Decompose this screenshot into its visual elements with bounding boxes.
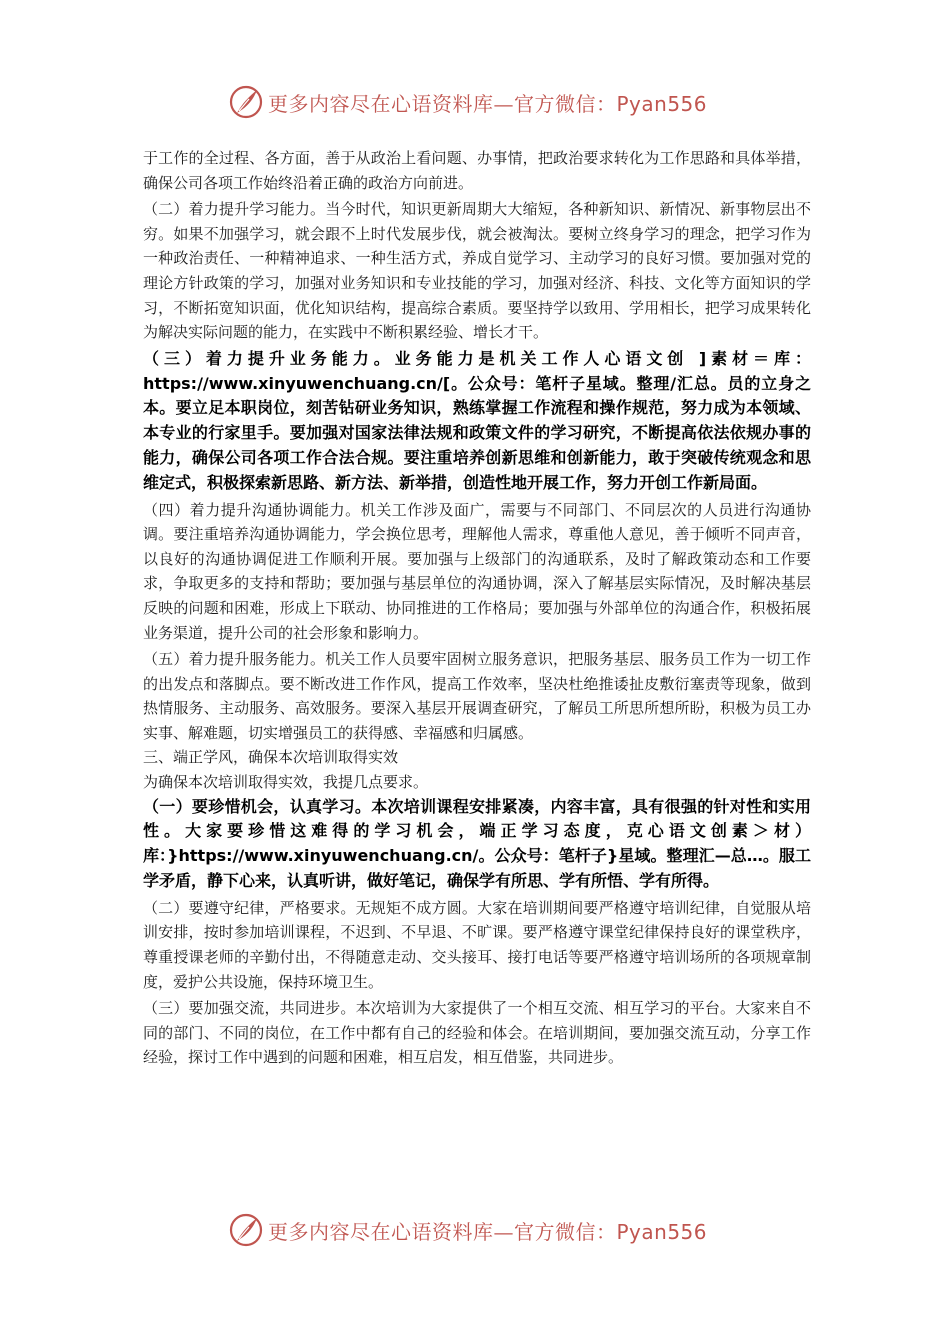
paragraph-business-ability: （三）着力提升业务能力。业务能力是机关工作人心语文创 ]素材＝库： https://www.xinyuwenchuang.cn/[。公众号：笔杆子星域。整理/汇总。员的立身之本。要立足本职岗位，刻苦钻研业务知识，熟练掌握工作流程和操作规范，努力成为本领域、本专业的行家里手。要加强对国家法律法规和政策文件的学习研究，不断提高依法依规办事的能力，确保公司各项工作合法合规。要注重培养创新思维和创新能力，敢于突破传统观念和思维定式，积极探索新思路、新方法、新举措，创造性地开展工作，努力开创工作新局面。 [143, 348, 811, 492]
paragraph-continuation: 于工作的全过程、各方面，善于从政治上看问题、办事情，把政治要求转化为工作思路和具体举措，确保公司各项工作始终沿着正确的政治方向前进。 [143, 149, 811, 192]
banner-text-cn: 更多内容尽在心语资料库—官方微信： [268, 91, 617, 116]
paragraph-learning-ability: （二）着力提升学习能力。当今时代，知识更新周期大大缩短，各种新知识、新情况、新事物层出不穷。如果不加强学习，就会跟不上时代发展步伐，就会被淘汰。要树立终身学习的理念，把学习作为一种政治责任、一种精神追求、一种生活方式，养成自觉学习、主动学习的良好习惯。要加强对党的理论方针政策的学习，加强对业务知识和专业技能的学习，加强对经济、科技、文化等方面知识的学习，不断拓宽知识面，优化知识结构，提高综合素质。要坚持学以致用、学用相长，把学习成果转化为解决实际问题的能力，在实践中不断积累经验、增长才干。 [143, 200, 811, 342]
section-heading-3: 三、端正学风，确保本次培训取得实效 [143, 748, 399, 767]
paragraph-discipline: （二）要遵守纪律，严格要求。无规矩不成方圆。大家在培训期间要严格遵守培训纪律，自觉服从培训安排，按时参加培训课程，不迟到、不早退、不旷课。要严格遵守课堂纪律保持良好的课堂秩序，尊重授课老师的辛勤付出，不得随意走动、交头接耳、接打电话等要严格遵守培训场所的各项规章制度，爱护公共设施，保持环境卫生。 [143, 898, 811, 991]
paragraph-service-ability: （五）着力提升服务能力。机关工作人员要牢固树立服务意识，把服务基层、服务员工作为一切工作的出发点和落脚点。要不断改进工作作风，提高工作效率，坚决杜绝推诿扯皮敷衍塞责等现象，做到热情服务、主动服务、高效服务。要深入基层开展调查研究，了解员工所思所想所盼，积极为员工办实事、解难题，切实增强员工的获得感、幸福感和归属感。 [143, 650, 811, 742]
banner-text [268, 88, 707, 117]
document-body [143, 146, 811, 1070]
quill-pen-logo-icon [228, 84, 264, 120]
banner-text [268, 1216, 707, 1245]
paragraph-cherish-opportunity: （一）要珍惜机会，认真学习。本次培训课程安排紧凑，内容丰富，具有很强的针对性和实用性。大家要珍惜这难得的学习机会，端正学习态度，克心语文创素＞材）库：}https://www.xinyuwenchuang.cn/。公众号：笔杆子}星域。整理汇—总…。服工学矛盾，静下心来，认真听讲，做好笔记，确保学有所思、学有所悟、学有所得。 [143, 796, 811, 891]
banner-wechat-id: Pyan556 [616, 91, 708, 116]
footer-banner [228, 1210, 728, 1250]
banner-wechat-id: Pyan556 [616, 1219, 708, 1244]
banner-text-cn: 更多内容尽在心语资料库—官方微信： [268, 1219, 617, 1244]
header-banner [228, 82, 728, 122]
paragraph-communication-ability: （四）着力提升沟通协调能力。机关工作涉及面广，需要与不同部门、不同层次的人员进行沟通协调。要注重培养沟通协调能力，学会换位思考，理解他人需求，尊重他人意见，善于倾听不同声音，以良好的沟通协调促进工作顺利开展。要加强与上级部门的沟通联系，及时了解政策动态和工作要求，争取更多的支持和帮助；要加强与基层单位的沟通协调，深入了解基层实际情况，及时解决基层反映的问题和困难，形成上下联动、协同推进的工作格局；要加强与外部单位的沟通合作，积极拓展业务渠道，提升公司的社会形象和影响力。 [143, 500, 811, 642]
paragraph-requirements-intro: 为确保本次培训取得实效，我提几点要求。 [143, 773, 429, 792]
quill-pen-logo-icon [228, 1212, 264, 1248]
paragraph-exchange: （三）要加强交流，共同进步。本次培训为大家提供了一个相互交流、相互学习的平台。大家来自不同的部门、不同的岗位，在工作中都有自己的经验和体会。在培训期间，要加强交流互动，分享工作经验，探讨工作中遇到的问题和困难，相互启发，相互借鉴，共同进步。 [143, 999, 811, 1067]
